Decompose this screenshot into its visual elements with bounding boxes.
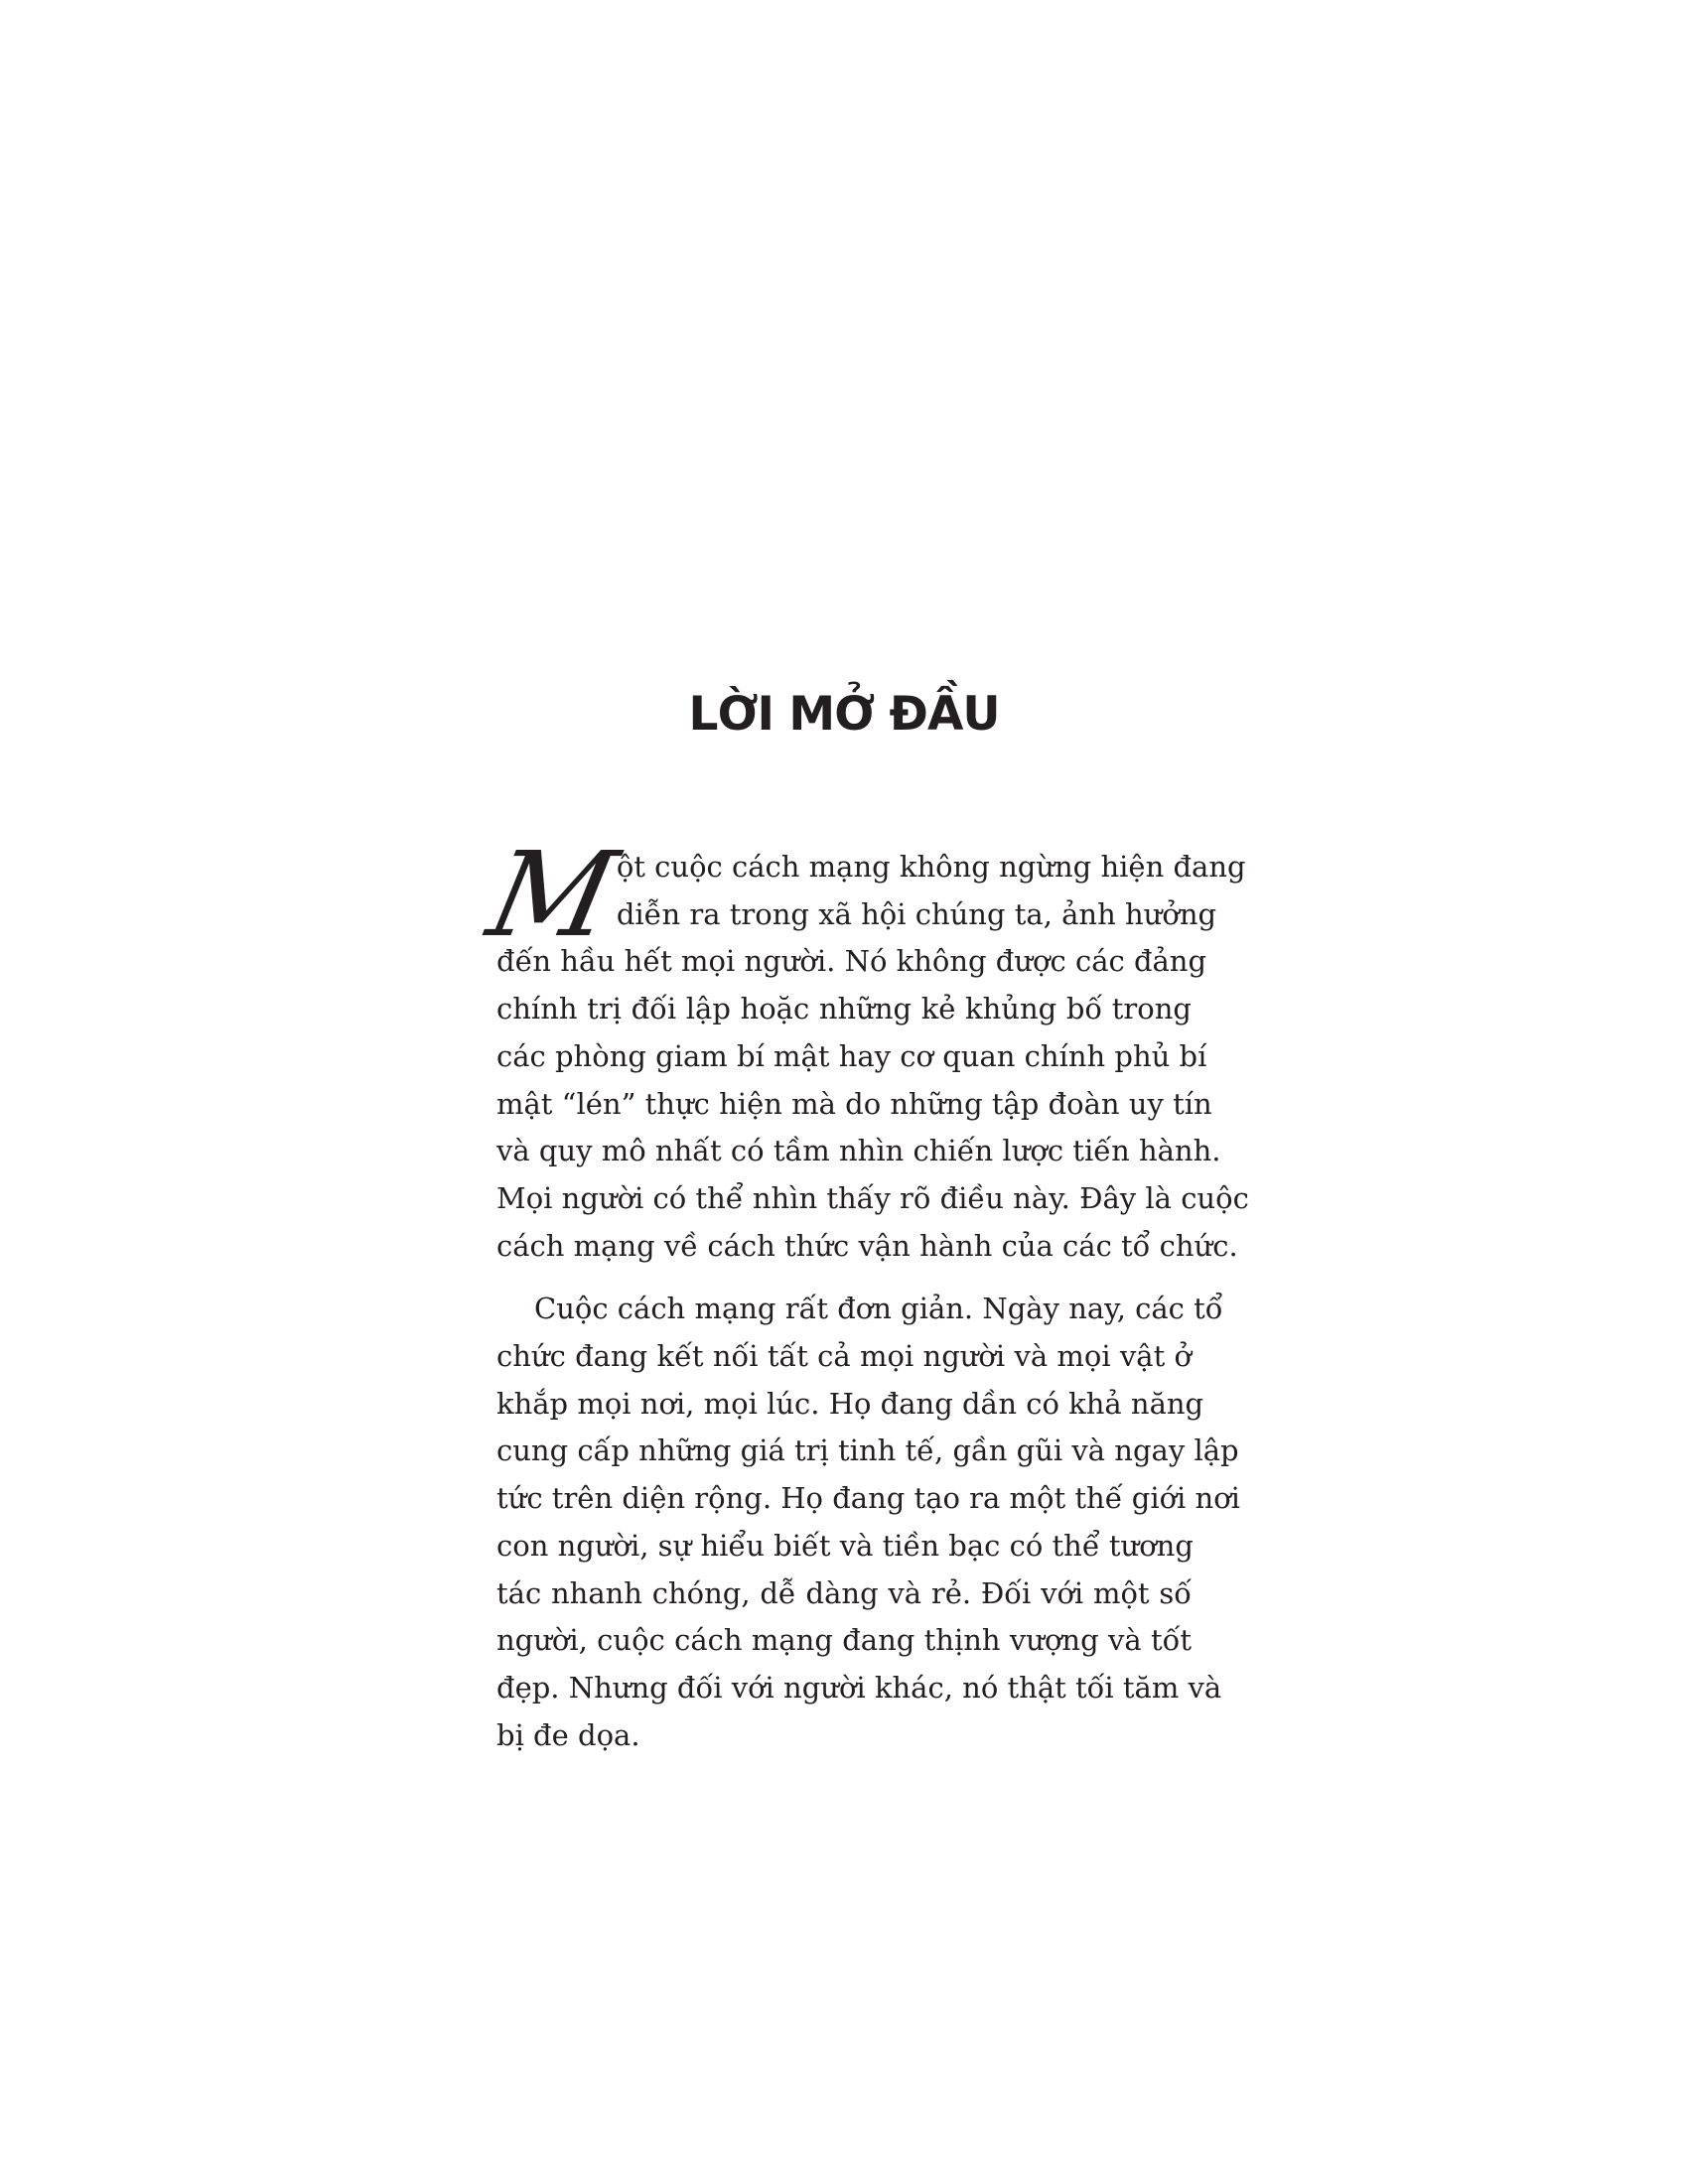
drop-cap: M	[478, 826, 622, 963]
text-line: chức đang kết nối tất cả mọi người và mọi vật ở	[496, 1339, 1192, 1374]
text-line: con người, sự hiểu biết và tiền bạc có thể tương	[496, 1528, 1194, 1563]
text-line: tức trên diện rộng. Họ đang tạo ra một thế giới nơi	[496, 1481, 1240, 1516]
page-title: LỜI MỞ ĐẦU	[688, 687, 1000, 742]
text-line: ột cuộc cách mạng không ngừng hiện đang	[616, 850, 1246, 884]
paragraph-1	[478, 826, 1249, 1270]
text-line: người, cuộc cách mạng đang thịnh vượng và tốt	[496, 1623, 1192, 1658]
text-line: mật “lén” thực hiện mà do những tập đoàn uy tín	[496, 1086, 1212, 1121]
text-line: tác nhanh chóng, dễ dàng và rẻ. Đối với một số	[496, 1575, 1192, 1610]
text-line: đến hầu hết mọi người. Nó không được các đảng	[496, 944, 1207, 979]
text-line: đẹp. Nhưng đối với người khác, nó thật tối tăm và	[496, 1670, 1222, 1705]
text-line: chính trị đối lập hoặc những kẻ khủng bố trong	[496, 992, 1192, 1026]
text-line: Cuộc cách mạng rất đơn giản. Ngày nay, các tổ	[534, 1292, 1223, 1326]
text-line: khắp mọi nơi, mọi lúc. Họ đang dần có khả năng	[496, 1386, 1204, 1421]
text-line: bị đe dọa.	[496, 1717, 640, 1752]
text-line: cách mạng về cách thức vận hành của các tổ chức.	[496, 1228, 1238, 1263]
body-text	[478, 826, 1249, 1759]
text-line: và quy mô nhất có tầm nhìn chiến lược tiến hành.	[496, 1134, 1221, 1168]
text-line: Mọi người có thể nhìn thấy rõ điều này. Đây là cuộc	[496, 1180, 1249, 1215]
paragraph-2	[496, 1286, 1240, 1759]
text-line: diễn ra trong xã hội chúng ta, ảnh hưởng	[616, 896, 1217, 931]
text-line: các phòng giam bí mật hay cơ quan chính phủ bí	[496, 1038, 1207, 1073]
text-line: cung cấp những giá trị tinh tế, gần gũi và ngay lập	[496, 1433, 1239, 1468]
